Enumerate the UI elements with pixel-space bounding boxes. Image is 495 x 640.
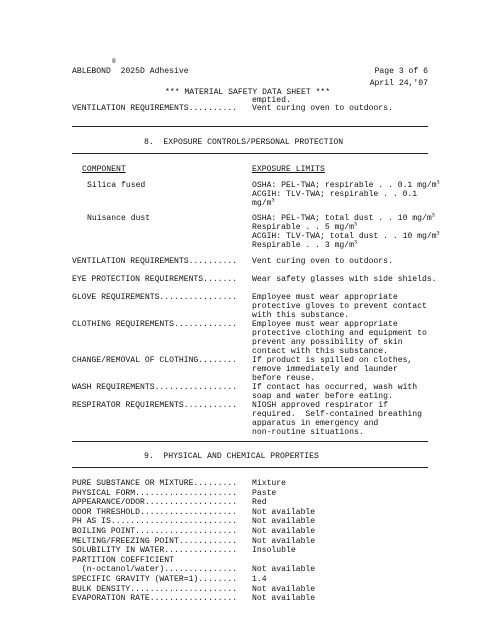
ventilation-label-cont: VENTILATION REQUIREMENTS..........	[72, 104, 238, 113]
registered-mark: ®	[112, 58, 116, 65]
wash-label: WASH REQUIREMENTS.................	[72, 383, 238, 392]
column-header-component: COMPONENT	[82, 165, 126, 174]
property-value: Insoluble	[252, 546, 296, 556]
respirator-value: NIOSH approved respirator if	[252, 401, 388, 410]
document-banner: *** MATERIAL SAFETY DATA SHEET ***	[165, 88, 331, 97]
property-value: Not available	[252, 565, 316, 575]
property-label: SOLUBILITY IN WATER...............	[72, 546, 238, 556]
property-label: APPEARANCE/ODOR...................	[72, 498, 238, 508]
property-value: Paste	[252, 488, 277, 498]
change-clothing-label: CHANGE/REMOVAL OF CLOTHING........	[72, 356, 238, 365]
clothing-value: prevent any possibility of skin	[252, 338, 403, 347]
property-value: Not available	[252, 517, 316, 527]
eye-protection-label: EYE PROTECTION REQUIREMENTS.......	[72, 275, 238, 284]
eye-protection-value: Wear safety glasses with side shields.	[252, 275, 437, 284]
component-silica: Silica fused	[87, 181, 146, 190]
glove-value: Employee must wear appropriate	[252, 293, 398, 302]
property-label: BOILING POINT.....................	[72, 527, 238, 536]
limit-line: OSHA: PEL-TWA; total dust . . 10 $mg/m^3$	[252, 212, 435, 223]
respirator-value: required. Self-contained breathing	[252, 410, 422, 419]
property-label: PH AS IS..........................	[72, 517, 238, 527]
ventilation-value-cont: Vent curing oven to outdoors.	[252, 104, 393, 113]
limit-line: Respirable . . 5 $mg/m^3$	[252, 221, 358, 232]
glove-label: GLOVE REQUIREMENTS................	[72, 293, 238, 302]
property-label: PHYSICAL FORM.....................	[72, 488, 238, 498]
product-name: ABLEBOND 2025D Adhesive	[72, 67, 189, 76]
property-value: Mixture	[252, 479, 286, 488]
clothing-value: Employee must wear appropriate	[252, 320, 398, 329]
property-value: 1.4	[252, 575, 267, 584]
ventilation-value: Vent curing oven to outdoors.	[252, 257, 393, 266]
column-header-exposure-limits: EXPOSURE LIMITS	[252, 165, 325, 174]
property-label: ODOR THRESHOLD....................	[72, 507, 238, 517]
property-value: Not available	[252, 507, 316, 517]
property-value: Not available	[252, 584, 316, 594]
ventilation-label: VENTILATION REQUIREMENTS..........	[72, 257, 238, 266]
continued-text: emptied.	[252, 96, 291, 105]
section-divider	[72, 441, 428, 442]
change-clothing-value: remove immediately and launder	[252, 365, 398, 374]
property-value: Red	[252, 498, 267, 508]
property-label: BULK DENSITY......................	[72, 584, 238, 594]
glove-value: with this substance.	[252, 311, 350, 320]
section-divider	[72, 153, 428, 154]
wash-value: If contact has occurred, wash with	[252, 383, 418, 392]
limit-line: ACGIH: TLV-TWA; respirable . . 0.1	[252, 190, 418, 199]
change-clothing-value: If product is spilled on clothes,	[252, 356, 413, 365]
property-value: Not available	[252, 536, 316, 546]
wash-value: soap and water before eating.	[252, 392, 393, 401]
property-label: MELTING/FREEZING POINT............	[72, 536, 238, 546]
respirator-value: non-routine situations.	[252, 428, 364, 437]
document-date: April 24,'07	[369, 79, 428, 88]
property-label: PURE SUBSTANCE OR MIXTURE.........	[72, 479, 238, 488]
limit-line: Respirable . . 3 $mg/m^3$	[252, 239, 358, 250]
section-8-title: 8. EXPOSURE CONTROLS/PERSONAL PROTECTION	[144, 138, 344, 147]
property-label: SPECIFIC GRAVITY (WATER=1)........	[72, 575, 238, 584]
property-label: (n-octanol/water)...............	[72, 565, 238, 575]
component-nuisance-dust: Nuisance dust	[87, 214, 151, 223]
limit-line: $mg/m^3$	[252, 197, 275, 208]
clothing-value: contact with this substance.	[252, 347, 388, 356]
page-number: Page 3 of 6	[374, 67, 428, 76]
property-value: Not available	[252, 594, 316, 604]
glove-value: protective gloves to prevent contact	[252, 302, 427, 311]
property-value: Not available	[252, 527, 316, 536]
section-divider	[72, 467, 428, 468]
change-clothing-value: before reuse.	[252, 374, 316, 383]
respirator-value: apparatus in emergency and	[252, 419, 379, 428]
limit-line: ACGIH: TLV-TWA; total dust . . 10 $mg/m^3$	[252, 230, 440, 241]
section-9-title: 9. PHYSICAL AND CHEMICAL PROPERTIES	[144, 452, 319, 461]
clothing-value: protective clothing and equipment to	[252, 329, 427, 338]
respirator-label: RESPIRATOR REQUIREMENTS...........	[72, 401, 238, 410]
limit-line: OSHA: PEL-TWA; respirable . . 0.1 $mg/m^3$	[252, 179, 440, 190]
property-label: PARTITION COEFFICIENT	[72, 555, 174, 565]
clothing-label: CLOTHING REQUIREMENTS.............	[72, 320, 238, 329]
section-divider	[72, 126, 428, 127]
property-label: EVAPORATION RATE..................	[72, 594, 238, 604]
